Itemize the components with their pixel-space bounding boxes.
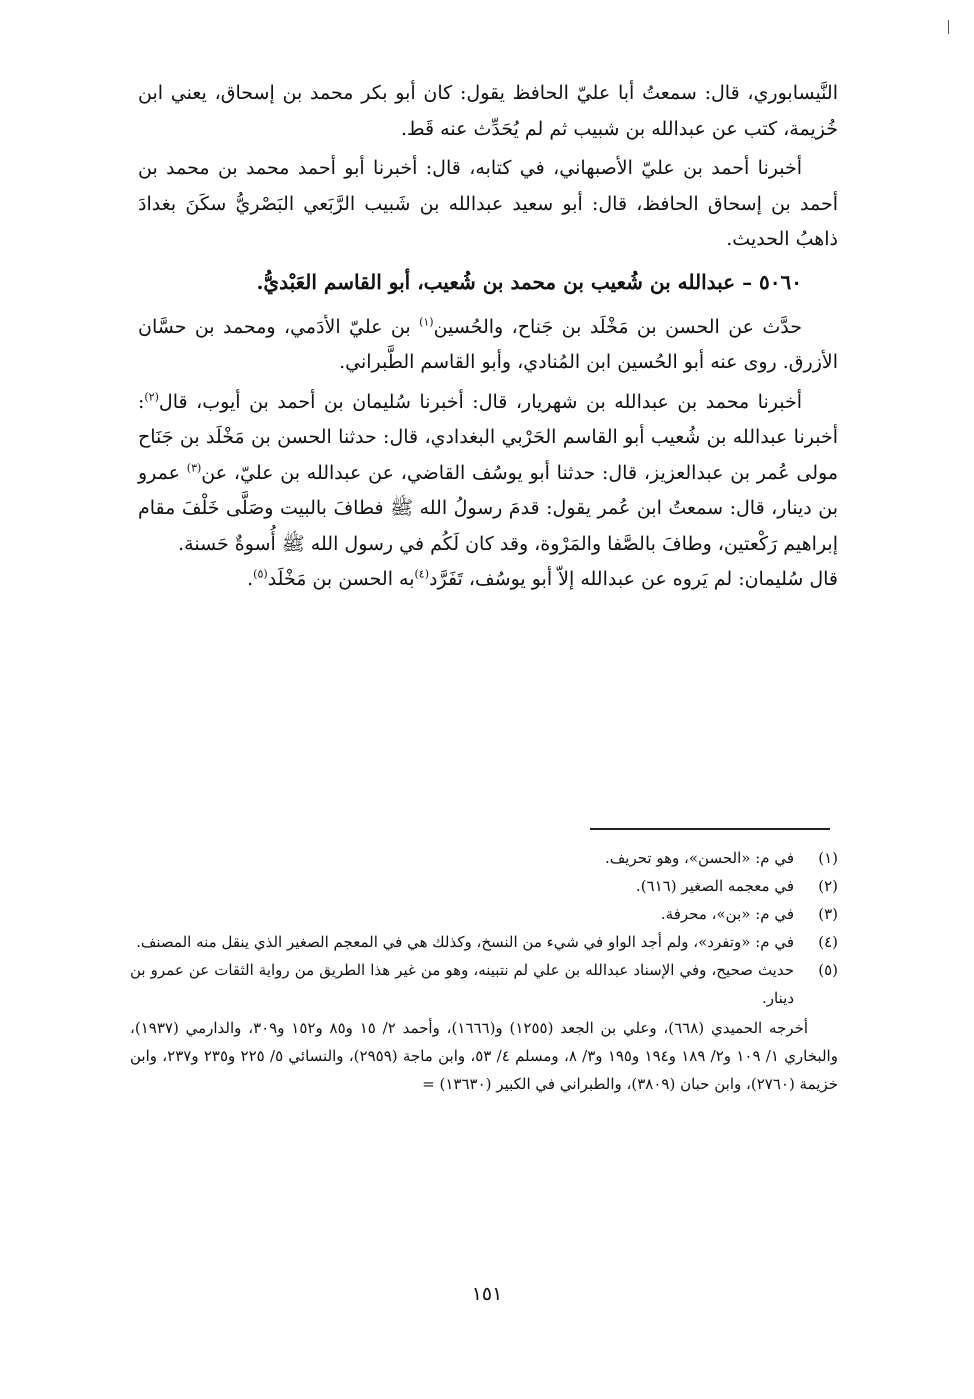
footnote-1 [130, 844, 838, 872]
corner-mark [948, 20, 949, 34]
paragraph-5-text-c: . [247, 568, 254, 590]
paragraph-3 [138, 310, 838, 381]
paragraph-4 [138, 385, 838, 563]
footnote-separator [590, 828, 830, 830]
footnote-text: حديث صحيح، وفي الإسناد عبدالله بن علي لم نتبينه، وهو من غير هذا الطريق من رواية الثقات عن عمرو بن دينار. [130, 961, 794, 1007]
paragraph-5-text-a: قال سُليمان: لم يَروه عن عبدالله إلاّ أبو يوسُف، تَفَرَّد [429, 568, 838, 590]
entry-heading: ٥٠٦٠ – عبدالله بن شُعيب بن محمد بن شُعيب، أبو القاسم العَبْديُّ. [256, 269, 802, 294]
paragraph-2: أخبرنا أحمد بن عليّ الأصبهاني، في كتابه، قال: أخبرنا أبو أحمد محمد بن محمد بن أحمد بن إسحاق الحافظ، قال: أبو سعيد عبدالله بن شَبيب الرَّبَعي البَصْريُّ سكَنَ بغدادَ ذاهبُ الحديث. [138, 157, 838, 250]
footnote-ref-3: (٣) [186, 461, 202, 475]
footnote-ref-4: (٤) [414, 567, 429, 581]
paragraph-1: النَّيسابوري، قال: سمعتُ أبا عليّ الحافظ يقول: كان أبو بكر محمد بن إسحاق، يعني ابن خُزيمة، كتب عن عبدالله بن شبيب ثم لم يُحَدِّث عنه قَط. [138, 82, 838, 140]
paragraph-4-text-b: : أخبرنا عبدالله بن شُعيب أبو القاسم الحَرْبي البغدادي، قال: حدثنا الحسن بن مَخْلَد بن جَنَاح مولى عُمر بن عبدالعزيز، قال: حدثنا أبو يوسُف القاضي، عن عبدالله بن عليّ، عن [138, 390, 838, 484]
footnote-number: (١) [818, 849, 838, 867]
footnote-ref-5: (٥) [253, 567, 268, 581]
paragraph-3-text-a: حدَّث عن الحسن بن مَخْلَد بن جَناح، والحُسين [433, 315, 802, 338]
footnote-ref-1: (١) [419, 315, 434, 329]
footnote-text: في معجمه الصغير (٦١٦). [635, 877, 794, 895]
footnote-number: (٢) [818, 877, 838, 895]
paragraph-5-text-b: به الحسن بن مَخْلَد [267, 568, 415, 590]
footnote-4 [130, 928, 838, 956]
footnote-number: (٤) [818, 933, 838, 951]
page-number: ١٥١ [471, 1283, 503, 1305]
footnote-ref-2: (٢) [144, 390, 159, 404]
main-text [138, 76, 838, 598]
paragraph-4-text-a: أخبرنا محمد بن عبدالله بن شهريار، قال: أخبرنا سُليمان بن أحمد بن أيوب، قال [158, 390, 802, 413]
paragraph-5 [138, 562, 838, 598]
footnote-3 [130, 900, 838, 928]
footnote-number: (٣) [818, 905, 838, 923]
footnote-text: في م: «الحسن»، وهو تحريف. [604, 849, 794, 867]
footnote-5 [130, 956, 838, 1012]
footnote-5-continuation: أخرجه الحميدي (٦٦٨)، وعلي بن الجعد (١٢٥٥) و(١٦٦٦)، وأحمد ٢/ ١٥ و٨٥ و١٥٢ و٣٠٩، والدارمي (١٩٣٧)، والبخاري ١/ ١٠٩ و٢/ ١٨٩ و١٩٤ و١٩٥ و٣/ ٨، ومسلم ٤/ ٥٣، وابن ماجة (٢٩٥٩)، والنسائي ٥/ ٢٢٥ و٢٣٥ و٢٣٧، وابن خزيمة (٢٧٦٠)، وابن حبان (٣٨٠٩)، والطبراني في الكبير (١٣٦٣٠) = [130, 1019, 838, 1093]
footnote-2 [130, 872, 838, 900]
paragraph-3-text-b: بن عليّ الأدَمي، ومحمد بن حسَّان الأزرق. روى عنه أبو الحُسين ابن المُنادي، وأبو القاسم الطَّبراني. [138, 315, 838, 373]
footnote-number: (٥) [818, 961, 838, 979]
footnote-text: في م: «بن»، محرفة. [660, 905, 794, 923]
footnote-text: في م: «وتفرد»، ولم أجد الواو في شيء من النسخ، وكذلك هي في المعجم الصغير الذي ينقل منه المصنف. [136, 933, 794, 951]
footnotes [130, 844, 838, 1098]
paragraph-4-text-c: عمرو بن دينار، قال: سمعتُ ابن عُمر يقول: قدمَ رسولُ الله ﷺ فطافَ بالبيت وصَلَّى خَلْفَ مقام إبراهيم رَكْعتين، وطافَ بالصَّفا والمَرْوة، وقد كان لَكُم في رسول الله ﷺ أُسوةٌ حَسنة. [138, 461, 838, 555]
